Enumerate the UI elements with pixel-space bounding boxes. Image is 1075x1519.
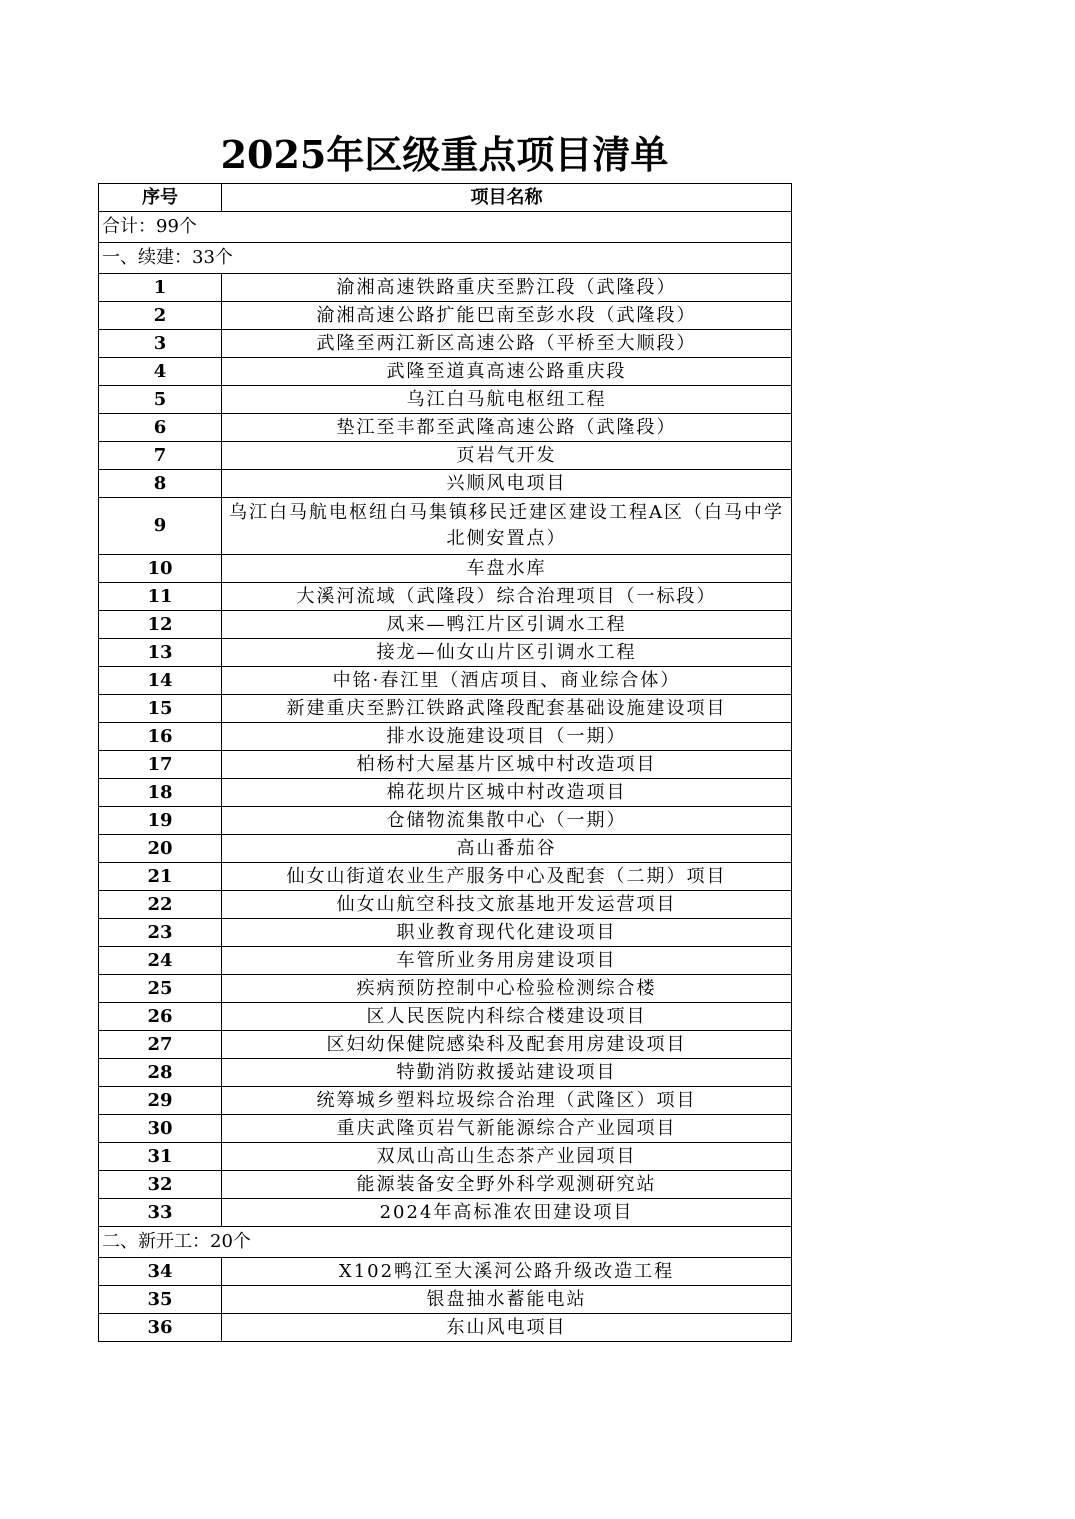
row-number: 30 — [99, 1115, 222, 1143]
total-label: 合计：99个 — [99, 212, 792, 243]
page-title: 2025年区级重点项目清单 — [220, 132, 669, 177]
table-row — [99, 667, 792, 695]
project-name: 2024年高标准农田建设项目 — [222, 1199, 792, 1227]
row-number: 4 — [99, 358, 222, 386]
table-row — [99, 555, 792, 583]
row-number: 17 — [99, 751, 222, 779]
row-number: 12 — [99, 611, 222, 639]
row-number: 6 — [99, 414, 222, 442]
table-row — [99, 863, 792, 891]
project-name: 接龙—仙女山片区引调水工程 — [222, 639, 792, 667]
project-name: 车盘水库 — [222, 555, 792, 583]
project-name: 车管所业务用房建设项目 — [222, 947, 792, 975]
project-name: 仙女山街道农业生产服务中心及配套（二期）项目 — [222, 863, 792, 891]
project-name: 东山风电项目 — [222, 1314, 792, 1342]
table-row — [99, 1143, 792, 1171]
column-header-num: 序号 — [99, 184, 222, 212]
row-number: 5 — [99, 386, 222, 414]
row-number: 9 — [99, 498, 222, 555]
row-number: 35 — [99, 1286, 222, 1314]
table-row — [99, 1199, 792, 1227]
project-name: 职业教育现代化建设项目 — [222, 919, 792, 947]
table-row — [99, 470, 792, 498]
total-row — [99, 212, 792, 243]
row-number: 15 — [99, 695, 222, 723]
table-row — [99, 695, 792, 723]
row-number: 24 — [99, 947, 222, 975]
project-name: 仓储物流集散中心（一期） — [222, 807, 792, 835]
project-name: 乌江白马航电枢纽白马集镇移民迁建区建设工程A区（白马中学北侧安置点） — [222, 498, 792, 555]
row-number: 31 — [99, 1143, 222, 1171]
table-row — [99, 639, 792, 667]
project-name: 仙女山航空科技文旅基地开发运营项目 — [222, 891, 792, 919]
project-name: 排水设施建设项目（一期） — [222, 723, 792, 751]
project-name: 双凤山高山生态茶产业园项目 — [222, 1143, 792, 1171]
table-header-row — [99, 184, 792, 212]
row-number: 28 — [99, 1059, 222, 1087]
row-number: 10 — [99, 555, 222, 583]
table-row — [99, 779, 792, 807]
row-number: 32 — [99, 1171, 222, 1199]
table-row — [99, 835, 792, 863]
section-row — [99, 1227, 792, 1258]
row-number: 3 — [99, 330, 222, 358]
row-number: 25 — [99, 975, 222, 1003]
table-row — [99, 498, 792, 555]
row-number: 2 — [99, 302, 222, 330]
table-row — [99, 1031, 792, 1059]
project-name: 特勤消防救援站建设项目 — [222, 1059, 792, 1087]
project-name: 武隆至两江新区高速公路（平桥至大顺段） — [222, 330, 792, 358]
table-row — [99, 1258, 792, 1286]
project-name: 大溪河流域（武隆段）综合治理项目（一标段） — [222, 583, 792, 611]
project-table — [98, 183, 792, 1342]
table-row — [99, 975, 792, 1003]
project-name: 新建重庆至黔江铁路武隆段配套基础设施建设项目 — [222, 695, 792, 723]
row-number: 36 — [99, 1314, 222, 1342]
project-name: 能源装备安全野外科学观测研究站 — [222, 1171, 792, 1199]
table-row — [99, 611, 792, 639]
project-name: 乌江白马航电枢纽工程 — [222, 386, 792, 414]
row-number: 19 — [99, 807, 222, 835]
row-number: 26 — [99, 1003, 222, 1031]
table-row — [99, 919, 792, 947]
project-name: 柏杨村大屋基片区城中村改造项目 — [222, 751, 792, 779]
row-number: 13 — [99, 639, 222, 667]
table-row — [99, 723, 792, 751]
row-number: 33 — [99, 1199, 222, 1227]
table-row — [99, 442, 792, 470]
row-number: 16 — [99, 723, 222, 751]
project-name: 凤来—鸭江片区引调水工程 — [222, 611, 792, 639]
column-header-name: 项目名称 — [222, 184, 792, 212]
section-label: 一、续建：33个 — [99, 243, 792, 274]
project-name: 区妇幼保健院感染科及配套用房建设项目 — [222, 1031, 792, 1059]
project-name: 区人民医院内科综合楼建设项目 — [222, 1003, 792, 1031]
table-body — [99, 212, 792, 1342]
table-row — [99, 1286, 792, 1314]
table-row — [99, 274, 792, 302]
row-number: 23 — [99, 919, 222, 947]
row-number: 18 — [99, 779, 222, 807]
table-row — [99, 330, 792, 358]
table-row — [99, 1115, 792, 1143]
row-number: 8 — [99, 470, 222, 498]
row-number: 27 — [99, 1031, 222, 1059]
row-number: 22 — [99, 891, 222, 919]
row-number: 7 — [99, 442, 222, 470]
row-number: 34 — [99, 1258, 222, 1286]
project-name: 重庆武隆页岩气新能源综合产业园项目 — [222, 1115, 792, 1143]
table-row — [99, 583, 792, 611]
table-row — [99, 414, 792, 442]
project-name: 疾病预防控制中心检验检测综合楼 — [222, 975, 792, 1003]
project-name: 高山番茄谷 — [222, 835, 792, 863]
project-name: 统筹城乡塑料垃圾综合治理（武隆区）项目 — [222, 1087, 792, 1115]
project-name: 棉花坝片区城中村改造项目 — [222, 779, 792, 807]
section-row — [99, 243, 792, 274]
table-row — [99, 1059, 792, 1087]
row-number: 21 — [99, 863, 222, 891]
project-name: 武隆至道真高速公路重庆段 — [222, 358, 792, 386]
table-row — [99, 1171, 792, 1199]
table-row — [99, 358, 792, 386]
project-name: 页岩气开发 — [222, 442, 792, 470]
row-number: 29 — [99, 1087, 222, 1115]
table-row — [99, 891, 792, 919]
table-row — [99, 302, 792, 330]
table-row — [99, 807, 792, 835]
project-name: 渝湘高速铁路重庆至黔江段（武隆段） — [222, 274, 792, 302]
section-label: 二、新开工：20个 — [99, 1227, 792, 1258]
project-name: 兴顺风电项目 — [222, 470, 792, 498]
table-row — [99, 1314, 792, 1342]
row-number: 11 — [99, 583, 222, 611]
project-name: 垫江至丰都至武隆高速公路（武隆段） — [222, 414, 792, 442]
project-name: 渝湘高速公路扩能巴南至彭水段（武隆段） — [222, 302, 792, 330]
table-row — [99, 751, 792, 779]
project-name: 银盘抽水蓄能电站 — [222, 1286, 792, 1314]
row-number: 1 — [99, 274, 222, 302]
table-row — [99, 386, 792, 414]
project-name: 中铭·春江里（酒店项目、商业综合体） — [222, 667, 792, 695]
row-number: 14 — [99, 667, 222, 695]
project-name: X102鸭江至大溪河公路升级改造工程 — [222, 1258, 792, 1286]
table-row — [99, 1087, 792, 1115]
table-row — [99, 1003, 792, 1031]
table-row — [99, 947, 792, 975]
row-number: 20 — [99, 835, 222, 863]
